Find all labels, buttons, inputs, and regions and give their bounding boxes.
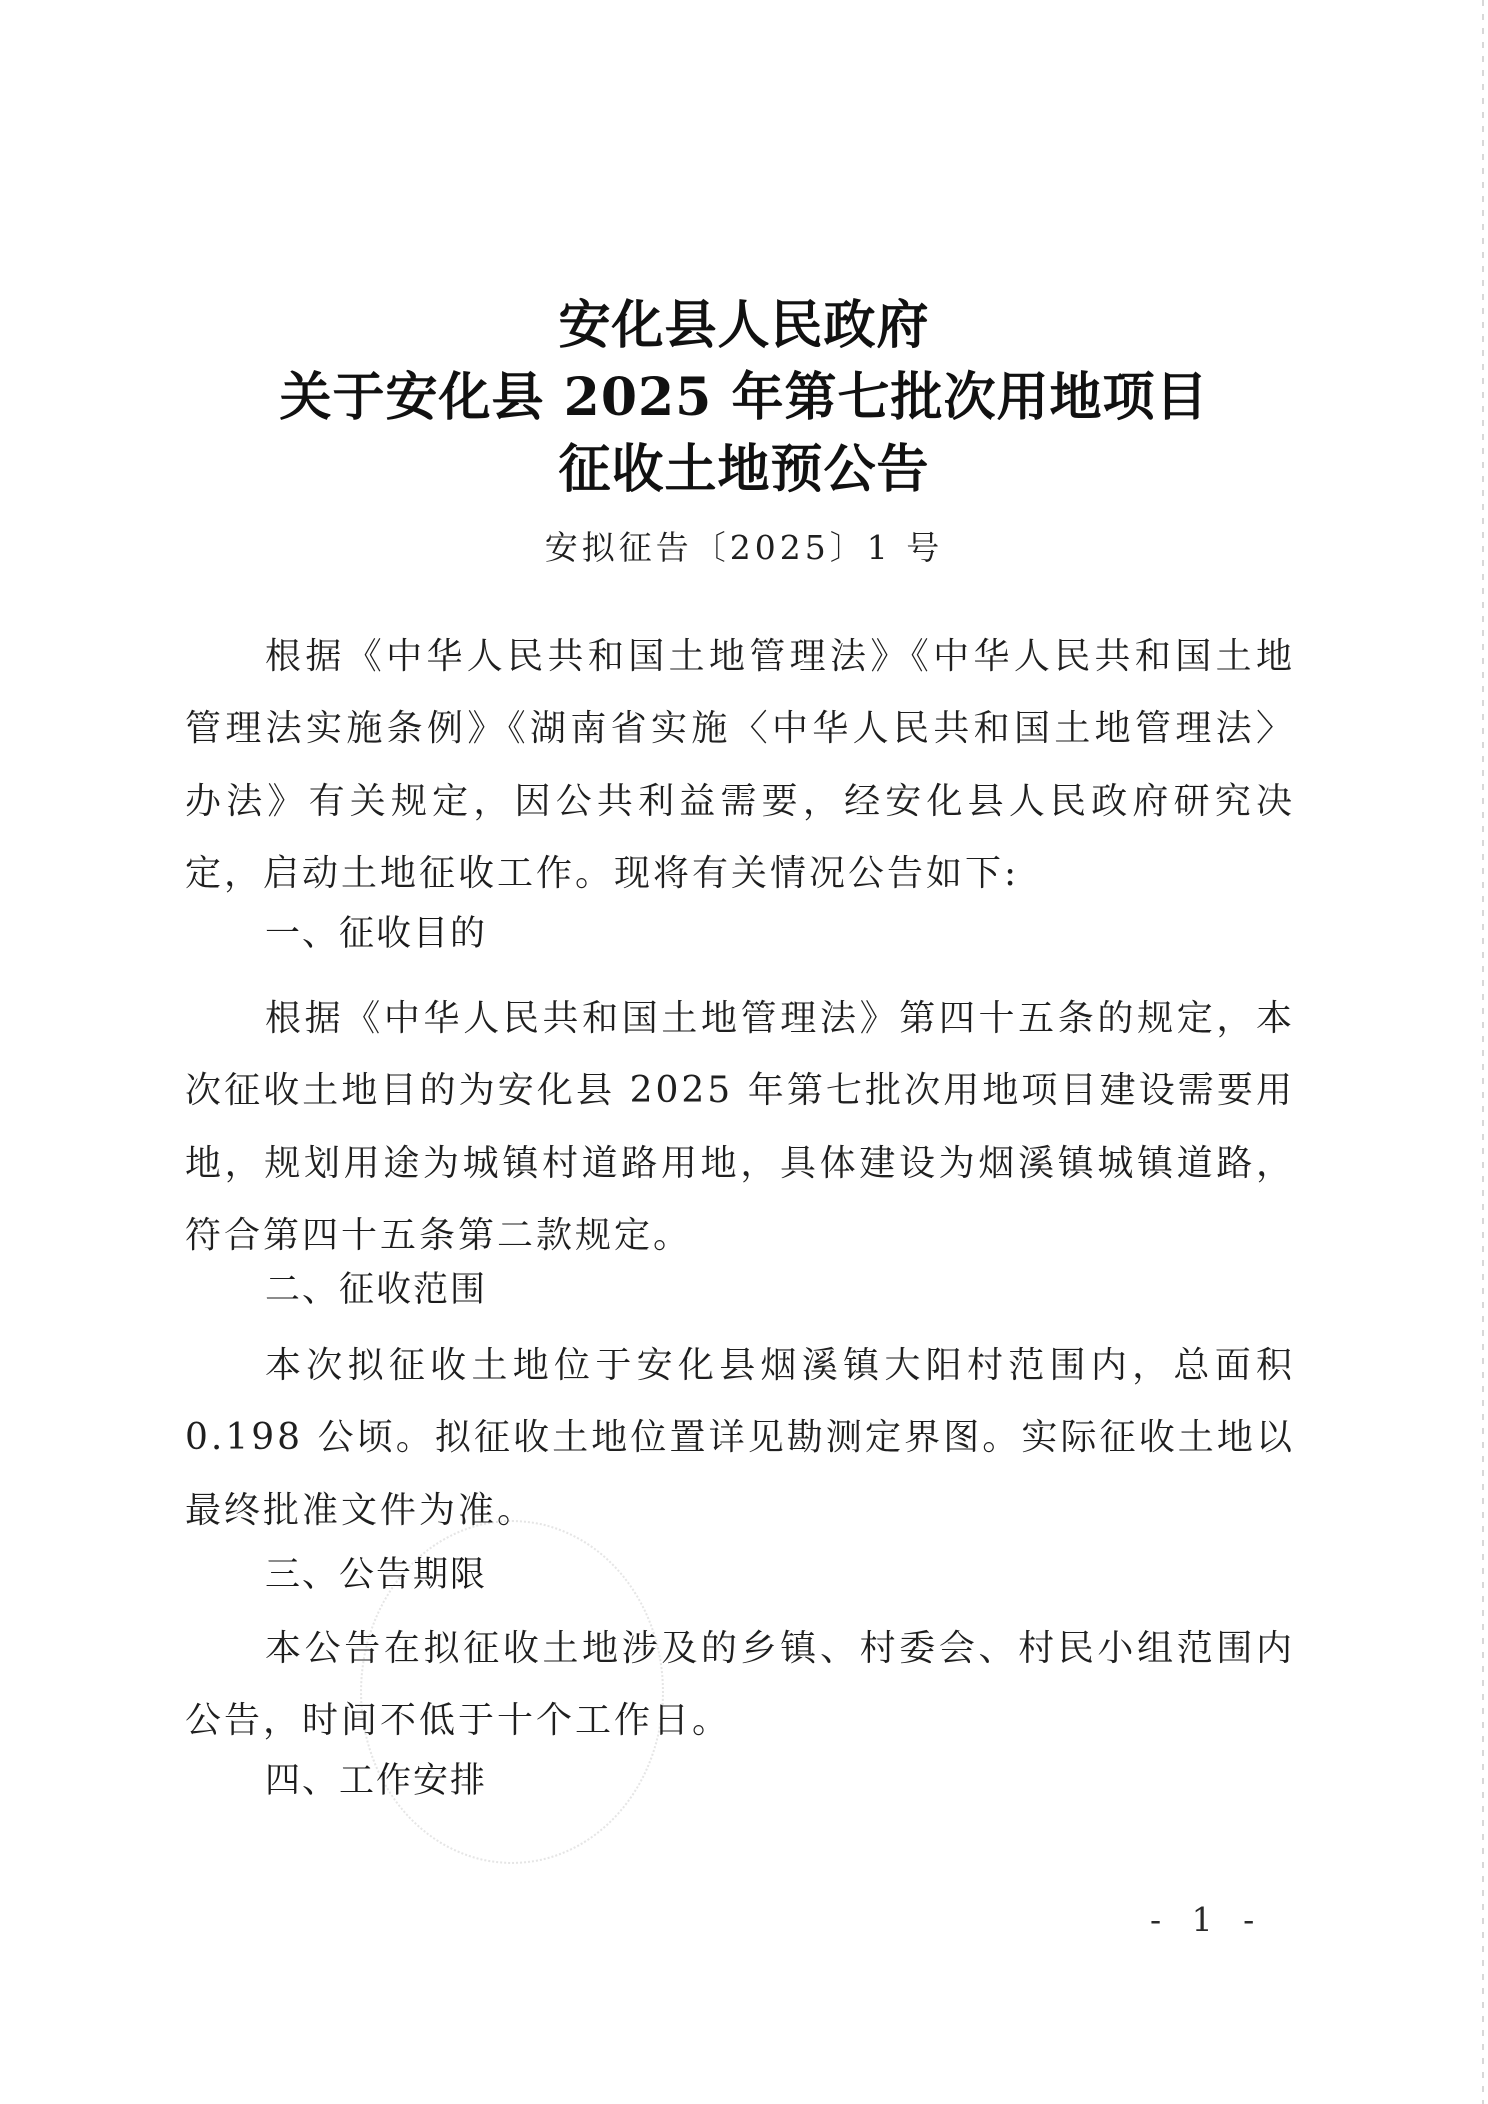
section-heading-period: 三、公告期限 — [265, 1555, 488, 1595]
section-heading-purpose: 一、征收目的 — [265, 914, 488, 954]
section-text-purpose: 根据《中华人民共和国土地管理法》第四十五条的规定，本次征收土地目的为安化县 2025 年第七批次用地项目建设需要用地，规划用途为城镇村道路用地，具体建设为烟溪镇城镇道路，符合第四十五条第二款规定。 — [185, 998, 1295, 1257]
title-line-3: 征收土地预公告 — [558, 439, 930, 500]
section-heading-scope: 二、征收范围 — [265, 1270, 488, 1310]
page-number: - 1 - — [1150, 1900, 1265, 1939]
document-number: 安拟征告〔2025〕1 号 — [544, 528, 944, 567]
section-text-scope: 本次拟征收土地位于安化县烟溪镇大阳村范围内，总面积 0.198 公顷。拟征收土地位置详见勘测定界图。实际征收土地以最终批准文件为准。 — [185, 1345, 1295, 1531]
section-heading-arrangement: 四、工作安排 — [265, 1761, 488, 1801]
intro-paragraph: 根据《中华人民共和国土地管理法》《中华人民共和国土地管理法实施条例》《湖南省实施〈中华人民共和国土地管理法〉办法》有关规定，因公共利益需要，经安化县人民政府研究决定，启动土地征收工作。现将有关情况公告如下: — [185, 636, 1295, 895]
title-line-2: 关于安化县 2025 年第七批次用地项目 — [279, 367, 1209, 428]
section-text-period: 本公告在拟征收土地涉及的乡镇、村委会、村民小组范围内公告，时间不低于十个工作日。 — [185, 1628, 1295, 1742]
title-line-1: 安化县人民政府 — [558, 295, 930, 356]
